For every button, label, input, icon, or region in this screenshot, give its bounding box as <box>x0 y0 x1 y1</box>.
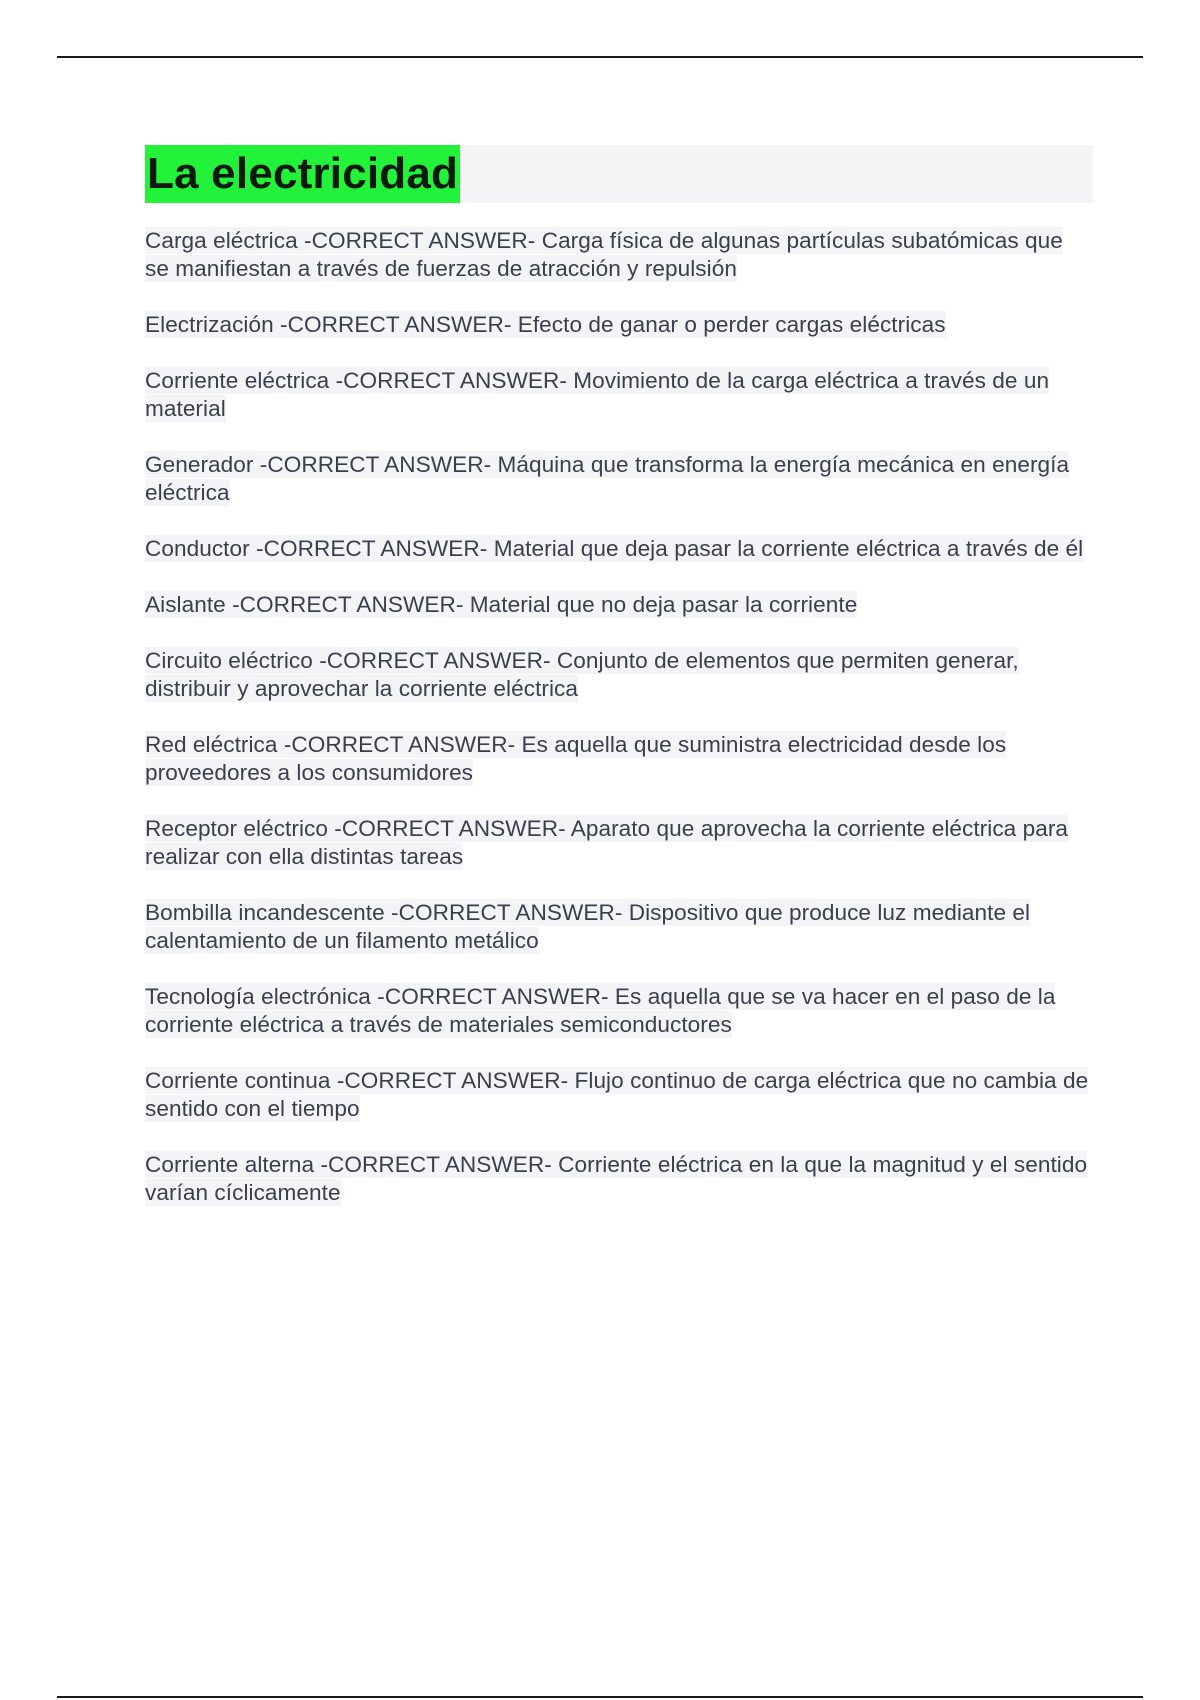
list-item <box>145 815 1093 871</box>
list-item <box>145 451 1093 507</box>
list-item <box>145 647 1093 703</box>
list-item <box>145 731 1093 787</box>
entry-text: Corriente alterna -CORRECT ANSWER- Corriente eléctrica en la que la magnitud y el sentido varían cíclicamente <box>145 1152 1088 1205</box>
entry-text: Aislante -CORRECT ANSWER- Material que no deja pasar la corriente <box>145 592 858 617</box>
list-item <box>145 367 1093 423</box>
entry-text: Corriente continua -CORRECT ANSWER- Flujo continuo de carga eléctrica que no cambia de sentido con el tiempo <box>145 1068 1089 1121</box>
entry-text: Red eléctrica -CORRECT ANSWER- Es aquella que suministra electricidad desde los proveedores a los consumidores <box>145 732 1007 785</box>
entry-text: Tecnología electrónica -CORRECT ANSWER- Es aquella que se va hacer en el paso de la corriente eléctrica a través de materiales semiconductores <box>145 984 1056 1037</box>
list-item <box>145 899 1093 955</box>
document-body <box>145 145 1093 1235</box>
list-item <box>145 227 1093 283</box>
entry-text: Circuito eléctrico -CORRECT ANSWER- Conjunto de elementos que permiten generar, distribuir y aprovechar la corriente eléctrica <box>145 648 1019 701</box>
list-item <box>145 1151 1093 1207</box>
page-bottom-rule <box>57 1696 1143 1698</box>
list-item <box>145 311 1093 339</box>
entry-text: Corriente eléctrica -CORRECT ANSWER- Movimiento de la carga eléctrica a través de un material <box>145 368 1050 421</box>
list-item <box>145 535 1093 563</box>
title-band <box>145 145 1093 203</box>
entry-text: Electrización -CORRECT ANSWER- Efecto de ganar o perder cargas eléctricas <box>145 312 946 337</box>
entry-text: Conductor -CORRECT ANSWER- Material que deja pasar la corriente eléctrica a través de él <box>145 536 1084 561</box>
list-item <box>145 591 1093 619</box>
entry-text: Receptor eléctrico -CORRECT ANSWER- Aparato que aprovecha la corriente eléctrica para realizar con ella distintas tareas <box>145 816 1069 869</box>
entry-text: Generador -CORRECT ANSWER- Máquina que transforma la energía mecánica en energía eléctrica <box>145 452 1070 505</box>
entry-text: Bombilla incandescente -CORRECT ANSWER- Dispositivo que produce luz mediante el calentamiento de un filamento metálico <box>145 900 1031 953</box>
entry-text: Carga eléctrica -CORRECT ANSWER- Carga física de algunas partículas subatómicas que se manifiestan a través de fuerzas de atracción y repulsión <box>145 228 1063 281</box>
list-item <box>145 1067 1093 1123</box>
list-item <box>145 983 1093 1039</box>
page-title: La electricidad <box>145 145 460 203</box>
page-top-rule <box>57 56 1143 58</box>
